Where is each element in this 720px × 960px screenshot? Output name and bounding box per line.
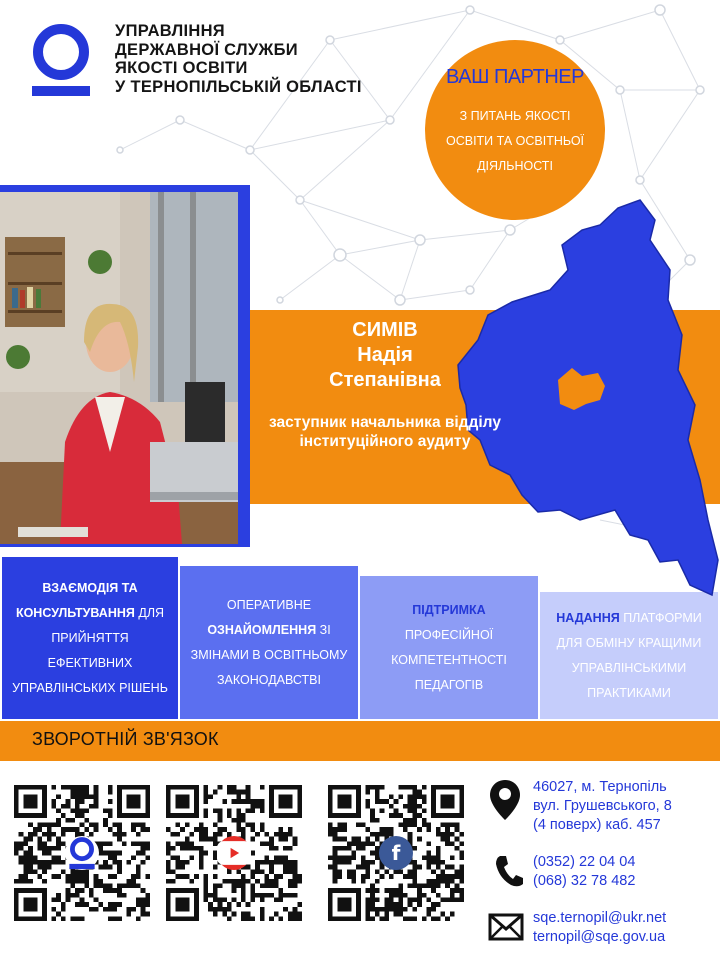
qr-code-facebook[interactable] xyxy=(328,784,464,922)
service-text: ДЛЯ ПРИЙНЯТТЯ ЕФЕКТИВНИХ УПРАВЛІНСЬКИХ РІШЕНЬ xyxy=(12,605,168,695)
address-line: вул. Грушевського, 8 xyxy=(533,798,672,814)
partner-line: З ПИТАНЬ ЯКОСТІ xyxy=(459,109,571,123)
sqe-logo xyxy=(30,22,92,100)
person-position: заступник начальника відділу інституційного аудиту xyxy=(269,414,501,450)
phones xyxy=(533,853,635,891)
phone-icon xyxy=(494,854,524,888)
person-first-name: Надія xyxy=(357,344,413,366)
org-title-line: ДЕРЖАВНОЇ СЛУЖБИ xyxy=(115,40,298,59)
qr-code-youtube[interactable] xyxy=(166,784,302,922)
org-title-line: У ТЕРНОПІЛЬСЬКІЙ ОБЛАСТІ xyxy=(115,77,362,96)
service-box-familiarization xyxy=(180,566,358,719)
person-info xyxy=(250,318,520,451)
email-icon xyxy=(488,912,524,942)
organization-title xyxy=(115,22,362,96)
service-text: ПЛАТФОРМИ ДЛЯ ОБМІНУ КРАЩИМИ УПРАВЛІНСЬКИМИ ПРАКТИКАМИ xyxy=(556,610,702,700)
org-title-line: ЯКОСТІ ОСВІТИ xyxy=(115,59,248,77)
service-strong: НАДАННЯ xyxy=(556,610,620,625)
feedback-label: ЗВОРОТНІЙ ЗВ'ЯЗОК xyxy=(32,729,219,749)
service-box-consulting xyxy=(2,557,178,719)
person-patronymic: Степанівна xyxy=(329,369,441,391)
address-line: 46027, м. Тернопіль xyxy=(533,779,667,795)
partner-line: ДІЯЛЬНОСТІ xyxy=(477,159,553,173)
service-text: ЗІ ЗМІНАМИ В ОСВІТНЬОМУ ЗАКОНОДАВСТВІ xyxy=(190,622,348,687)
person-photo xyxy=(0,192,238,544)
youtube-icon xyxy=(217,836,251,870)
address-line: (4 поверх) каб. 457 xyxy=(533,817,661,833)
org-title-line: УПРАВЛІННЯ xyxy=(115,22,225,40)
service-strong: ОЗНАЙОМЛЕННЯ xyxy=(207,622,317,637)
person-surname: СИМІВ xyxy=(352,319,418,341)
phone-number[interactable]: (068) 32 78 482 xyxy=(533,873,636,889)
email-link[interactable]: ternopil@sqe.gov.ua xyxy=(533,929,666,945)
facebook-icon: f xyxy=(379,836,413,870)
partner-subtitle xyxy=(439,104,591,179)
location-pin-icon xyxy=(490,780,520,820)
service-text: ПРОФЕСІЙНОЇ КОМПЕТЕНТНОСТІ ПЕДАГОГІВ xyxy=(391,627,507,692)
partner-line: ОСВІТИ ТА ОСВІТНЬОЇ xyxy=(445,134,585,148)
service-strong: ВЗАЄМОДІЯ ТА КОНСУЛЬТУВАННЯ xyxy=(15,580,138,620)
address xyxy=(533,778,672,835)
partner-heading: ВАШ ПАРТНЕР xyxy=(446,66,584,88)
service-text: ОПЕРАТИВНЕ xyxy=(226,597,312,612)
service-box-platform xyxy=(540,592,718,719)
sqe-logo-icon xyxy=(65,836,99,870)
feedback-bar xyxy=(0,721,720,761)
phone-number[interactable]: (0352) 22 04 04 xyxy=(533,854,636,870)
service-strong: ПІДТРИМКА xyxy=(412,602,486,617)
emails xyxy=(533,909,666,947)
qr-code-website[interactable] xyxy=(14,784,150,922)
email-link[interactable]: sqe.ternopil@ukr.net xyxy=(533,910,667,926)
